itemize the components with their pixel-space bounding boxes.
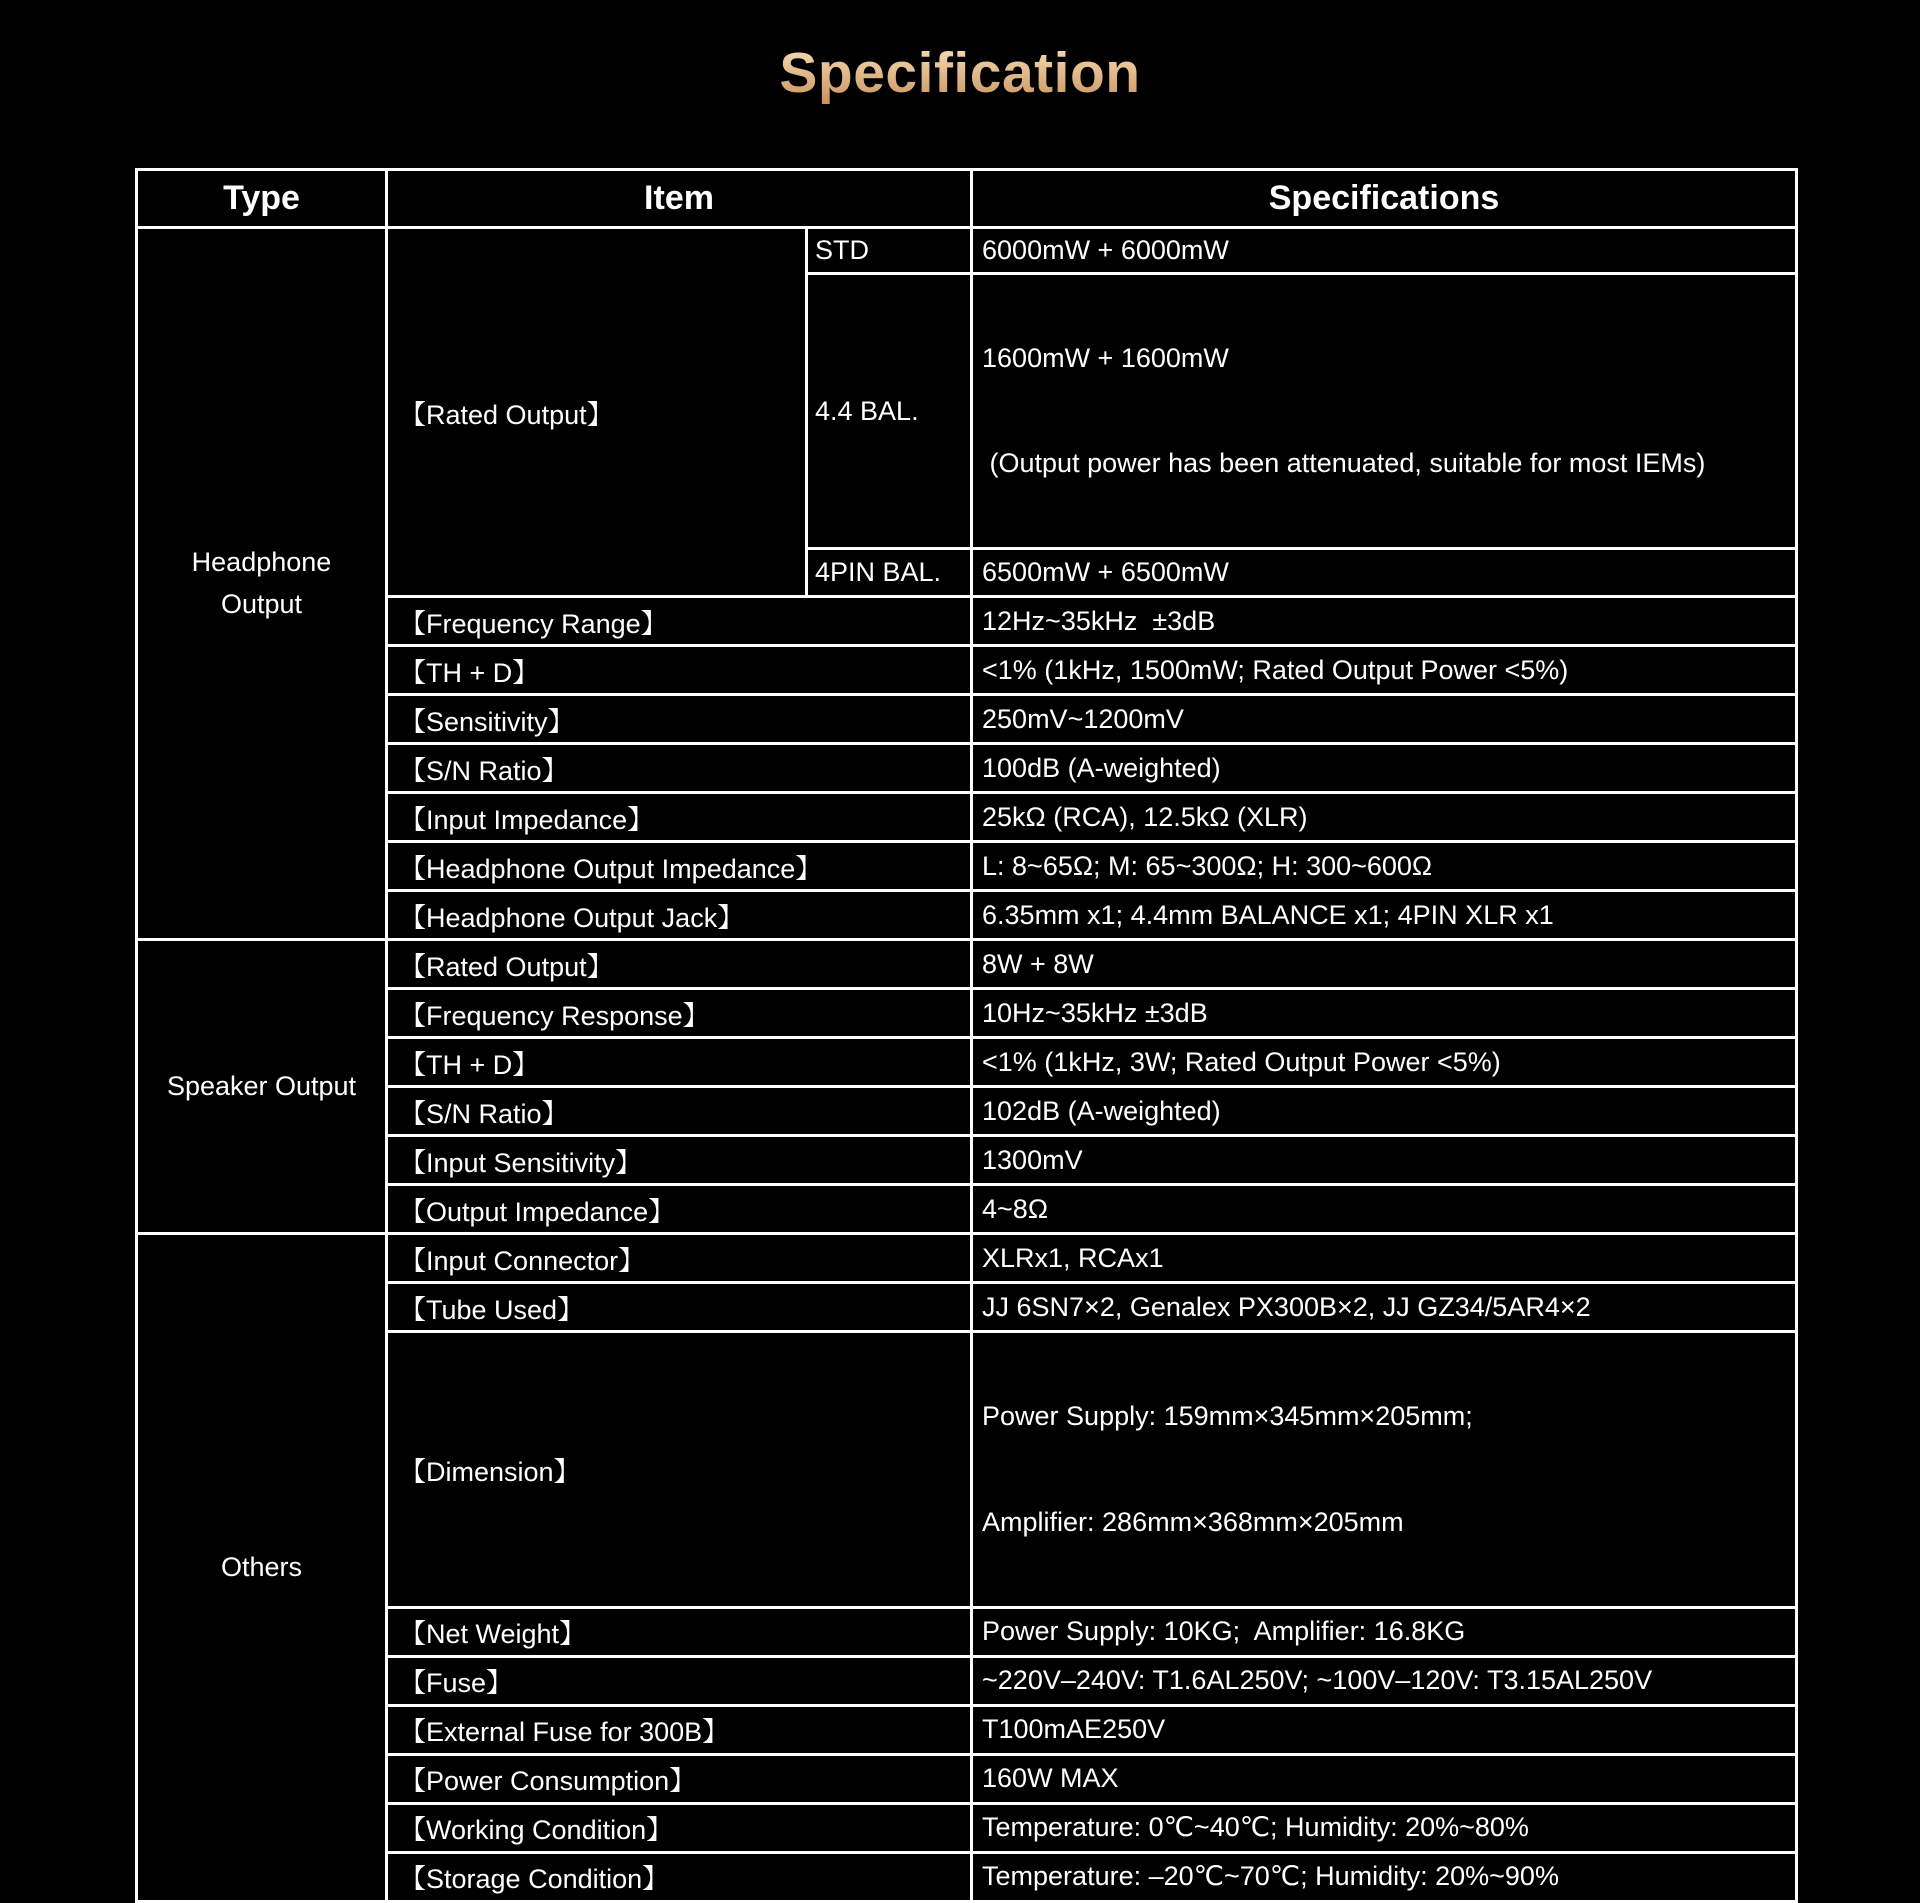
item-label: 【TH + D】: [387, 646, 972, 695]
spec-value-line: 1600mW + 1600mW: [982, 343, 1229, 373]
item-label: 【Input Sensitivity】: [387, 1136, 972, 1185]
spec-value: XLRx1, RCAx1: [972, 1234, 1797, 1283]
section-label-speaker-output: Speaker Output: [137, 940, 387, 1234]
page-title: Specification: [0, 40, 1920, 106]
table-row: [137, 1234, 1797, 1283]
spec-value: 102dB (A-weighted): [972, 1087, 1797, 1136]
spec-value: 1300mV: [972, 1136, 1797, 1185]
spec-value: 25kΩ (RCA), 12.5kΩ (XLR): [972, 793, 1797, 842]
item-label: 【Input Connector】: [387, 1234, 972, 1283]
spec-value: T100mAE250V: [972, 1705, 1797, 1754]
sub-item-label: 4PIN BAL.: [807, 549, 972, 597]
item-label: 【External Fuse for 300B】: [387, 1705, 972, 1754]
spec-value: 6500mW + 6500mW: [972, 549, 1797, 597]
item-label: 【Headphone Output Impedance】: [387, 842, 972, 891]
item-label: 【Frequency Response】: [387, 989, 972, 1038]
item-label: 【S/N Ratio】: [387, 1087, 972, 1136]
specification-table: [135, 168, 1798, 1903]
item-label: 【Rated Output】: [387, 940, 972, 989]
item-label: 【Storage Condition】: [387, 1852, 972, 1901]
item-label: 【Output Impedance】: [387, 1185, 972, 1234]
item-label: 【Rated Output】: [387, 228, 807, 597]
col-header-item: Item: [387, 170, 972, 228]
item-label: 【Fuse】: [387, 1656, 972, 1705]
section-label-others: Others: [137, 1234, 387, 1901]
table-header-row: [137, 170, 1797, 228]
item-label: 【Net Weight】: [387, 1607, 972, 1656]
spec-value: 10Hz~35kHz ±3dB: [972, 989, 1797, 1038]
spec-value: Power Supply: 10KG; Amplifier: 16.8KG: [972, 1607, 1797, 1656]
spec-value-line: Amplifier: 286mm×368mm×205mm: [982, 1506, 1404, 1537]
section-label-headphone-output: Headphone Output: [137, 228, 387, 940]
spec-value: L: 8~65Ω; M: 65~300Ω; H: 300~600Ω: [972, 842, 1797, 891]
table-row: [137, 228, 1797, 274]
spec-value: [972, 1332, 1797, 1607]
spec-value: 250mV~1200mV: [972, 695, 1797, 744]
item-label: 【TH + D】: [387, 1038, 972, 1087]
spec-value: Temperature: –20℃~70℃; Humidity: 20%~90%: [972, 1852, 1797, 1901]
item-label: 【Input Impedance】: [387, 793, 972, 842]
item-label: 【S/N Ratio】: [387, 744, 972, 793]
spec-value: 8W + 8W: [972, 940, 1797, 989]
item-label: 【Power Consumption】: [387, 1754, 972, 1803]
table-row: [137, 940, 1797, 989]
spec-value: [972, 274, 1797, 549]
spec-value: 160W MAX: [972, 1754, 1797, 1803]
item-label: 【Working Condition】: [387, 1803, 972, 1852]
item-label: 【Dimension】: [387, 1332, 972, 1607]
spec-value: Temperature: 0℃~40℃; Humidity: 20%~80%: [972, 1803, 1797, 1852]
spec-value-line: Power Supply: 159mm×345mm×205mm;: [982, 1401, 1473, 1432]
spec-value-line: (Output power has been attenuated, suitable for most IEMs): [982, 448, 1706, 479]
sub-item-label: 4.4 BAL.: [807, 274, 972, 549]
item-label: 【Frequency Range】: [387, 597, 972, 646]
item-label: 【Sensitivity】: [387, 695, 972, 744]
spec-value: 12Hz~35kHz ±3dB: [972, 597, 1797, 646]
col-header-specifications: Specifications: [972, 170, 1797, 228]
item-label: 【Headphone Output Jack】: [387, 891, 972, 940]
spec-value: 100dB (A-weighted): [972, 744, 1797, 793]
spec-value: 6000mW + 6000mW: [972, 228, 1797, 274]
spec-value: JJ 6SN7×2, Genalex PX300B×2, JJ GZ34/5AR4×2: [972, 1283, 1797, 1332]
spec-value: ~220V–240V: T1.6AL250V; ~100V–120V: T3.15AL250V: [972, 1656, 1797, 1705]
spec-value: 4~8Ω: [972, 1185, 1797, 1234]
spec-value: 6.35mm x1; 4.4mm BALANCE x1; 4PIN XLR x1: [972, 891, 1797, 940]
item-label: 【Tube Used】: [387, 1283, 972, 1332]
spec-value: <1% (1kHz, 3W; Rated Output Power <5%): [972, 1038, 1797, 1087]
spec-value: <1% (1kHz, 1500mW; Rated Output Power <5%): [972, 646, 1797, 695]
sub-item-label: STD: [807, 228, 972, 274]
col-header-type: Type: [137, 170, 387, 228]
